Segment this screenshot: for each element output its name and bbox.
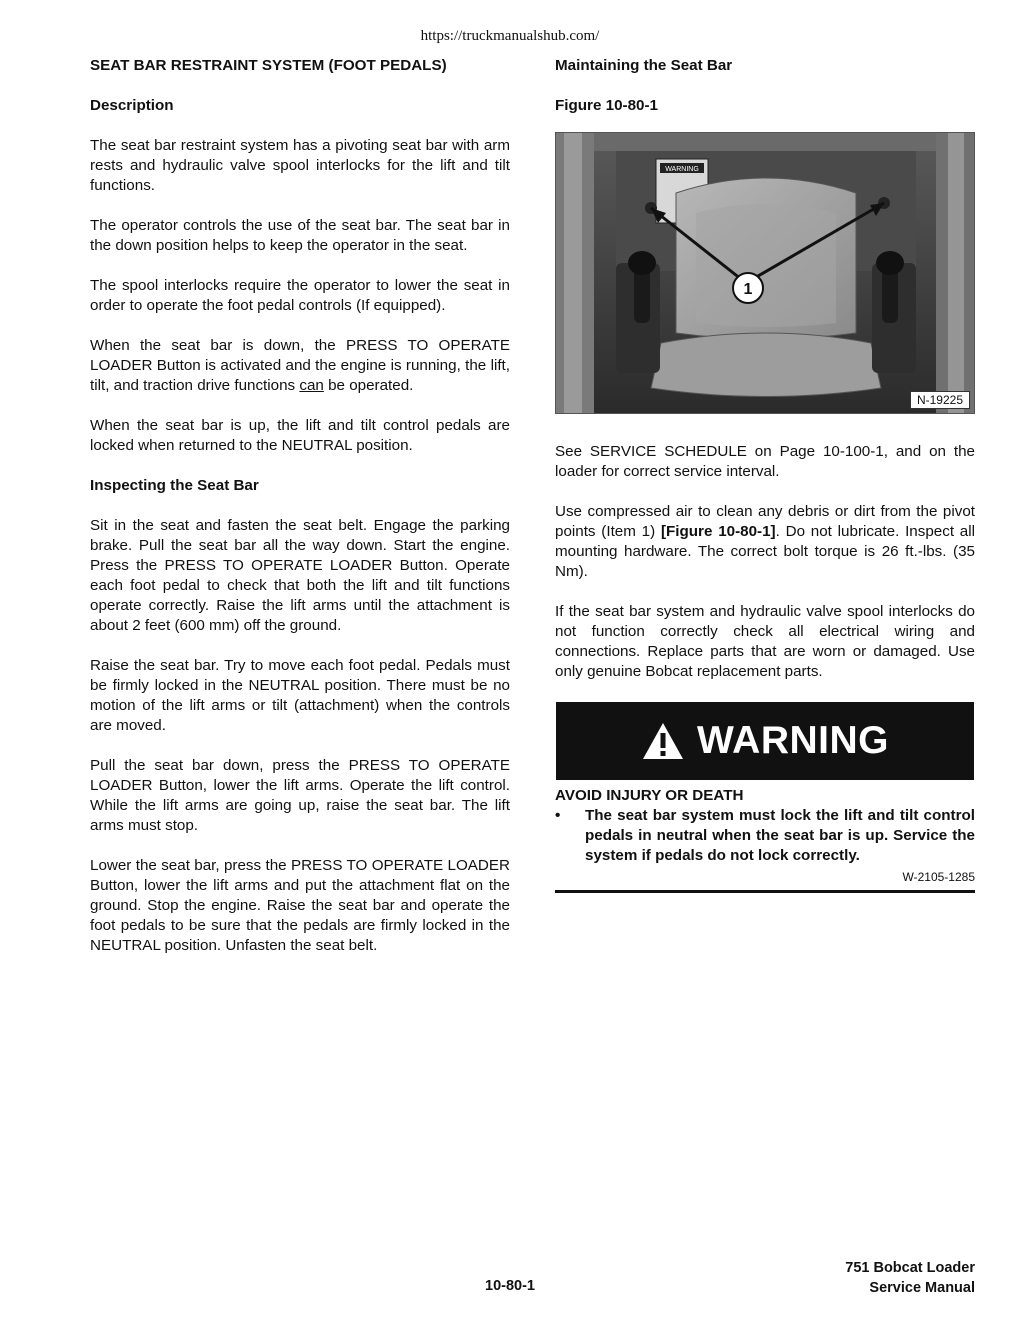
description-paragraph-4 bbox=[90, 336, 510, 396]
sticker-warning-text: WARNING bbox=[665, 166, 699, 173]
description-paragraph-2: The operator controls the use of the seat bar. The seat bar in the down position helps to keep the operator in the seat. bbox=[90, 217, 510, 254]
seat-figure bbox=[555, 132, 975, 414]
figure-reference: [Figure 10-80-1] bbox=[660, 523, 776, 540]
section-title: SEAT BAR RESTRAINT SYSTEM (FOOT PEDALS) bbox=[90, 57, 447, 74]
description-paragraph-1: The seat bar restraint system has a pivoting seat bar with arm rests and hydraulic valve spool interlocks for the lift and tilt functions. bbox=[90, 137, 510, 194]
warning-bottom-rule bbox=[555, 890, 975, 893]
description-paragraph-5: When the seat bar is up, the lift and tilt control pedals are locked when returned to the NEUTRAL position. bbox=[90, 417, 510, 454]
seat-illustration bbox=[556, 133, 975, 414]
warning-bullet-text: The seat bar system must lock the lift and tilt control pedals in neutral when the seat bar is up. Service the system if pedals do not lock correctly. bbox=[585, 807, 975, 864]
header-url[interactable]: https://truckmanualshub.com/ bbox=[420, 28, 600, 44]
description-paragraph-4-text-a: When the seat bar is down, the PRESS TO OPERATE LOADER Button is activated and the engine is running, the lift, tilt, and traction drive functions bbox=[90, 337, 510, 394]
warning-code: W-2105-1285 bbox=[902, 870, 975, 884]
bullet-mark: • bbox=[555, 807, 561, 824]
warning-triangle-icon bbox=[641, 721, 685, 761]
description-paragraph-4-text-b: be operated. bbox=[323, 377, 414, 394]
clean-paragraph bbox=[555, 502, 975, 582]
maintaining-heading: Maintaining the Seat Bar bbox=[555, 57, 733, 74]
manual-title-line-1: 751 Bobcat Loader bbox=[845, 1260, 975, 1276]
left-column bbox=[90, 56, 510, 976]
inspect-paragraph-1: Sit in the seat and fasten the seat belt. Engage the parking brake. Pull the seat bar all the way down. Start the engine. Press the PRESS TO OPERATE LOADER Button. Operate each foot pedal to check that both the lift and tilt functions operate correctly. Raise the lift arms until the attachment is about 2 feet (600 mm) off the ground. bbox=[90, 517, 510, 634]
underlined-can: can bbox=[299, 377, 324, 394]
manual-title-line-2: Service Manual bbox=[869, 1280, 975, 1296]
warning-bullet bbox=[555, 806, 975, 866]
interlock-paragraph: If the seat bar system and hydraulic valve spool interlocks do not function correctly check all electrical wiring and connections. Replace parts that are worn or damaged. Use only genuine Bobcat replacement parts. bbox=[555, 603, 975, 680]
page-number: 10-80-1 bbox=[485, 1278, 535, 1294]
figure-callout-1: 1 bbox=[743, 281, 753, 298]
inspect-paragraph-3: Pull the seat bar down, press the PRESS TO OPERATE LOADER Button, lower the lift arms. Operate the lift control. While the lift arms are going up, raise the seat bar. The lift arms must stop. bbox=[90, 757, 510, 834]
manual-title bbox=[845, 1258, 975, 1298]
clean-text-c: . Do not lubricate. Inspect all mounting hardware. The correct bolt torque is 26 ft.-lbs. (35 Nm). bbox=[555, 523, 976, 580]
description-heading: Description bbox=[90, 97, 174, 114]
inspect-paragraph-4: Lower the seat bar, press the PRESS TO OPERATE LOADER Button, lower the lift arms and put the attachment flat on the ground. Stop the engine. Raise the seat bar and operate the foot pedals to be sure that the pedals are firmly locked in the NEUTRAL position. Unfasten the seat belt. bbox=[90, 857, 510, 954]
avoid-injury-heading: AVOID INJURY OR DEATH bbox=[555, 787, 744, 804]
figure-label: N-19225 bbox=[910, 391, 970, 409]
inspect-paragraph-2: Raise the seat bar. Try to move each foot pedal. Pedals must be firmly locked in the NEUTRAL position. There must be no motion of the lift arms or tilt (attachment) when the controls are moved. bbox=[90, 657, 510, 734]
service-paragraph: See SERVICE SCHEDULE on Page 10-100-1, and on the loader for correct service interval. bbox=[555, 443, 975, 480]
description-paragraph-3: The spool interlocks require the operator to lower the seat in order to operate the foot pedal controls (If equipped). bbox=[90, 277, 510, 314]
warning-banner bbox=[556, 702, 974, 780]
clean-text-a: Use compressed air to clean any debris or dirt from the pivot points (Item 1) bbox=[555, 503, 975, 540]
figure-heading: Figure 10-80-1 bbox=[555, 97, 658, 114]
warning-title: WARNING bbox=[697, 719, 889, 762]
right-column bbox=[555, 56, 975, 893]
inspecting-heading: Inspecting the Seat Bar bbox=[90, 477, 259, 494]
